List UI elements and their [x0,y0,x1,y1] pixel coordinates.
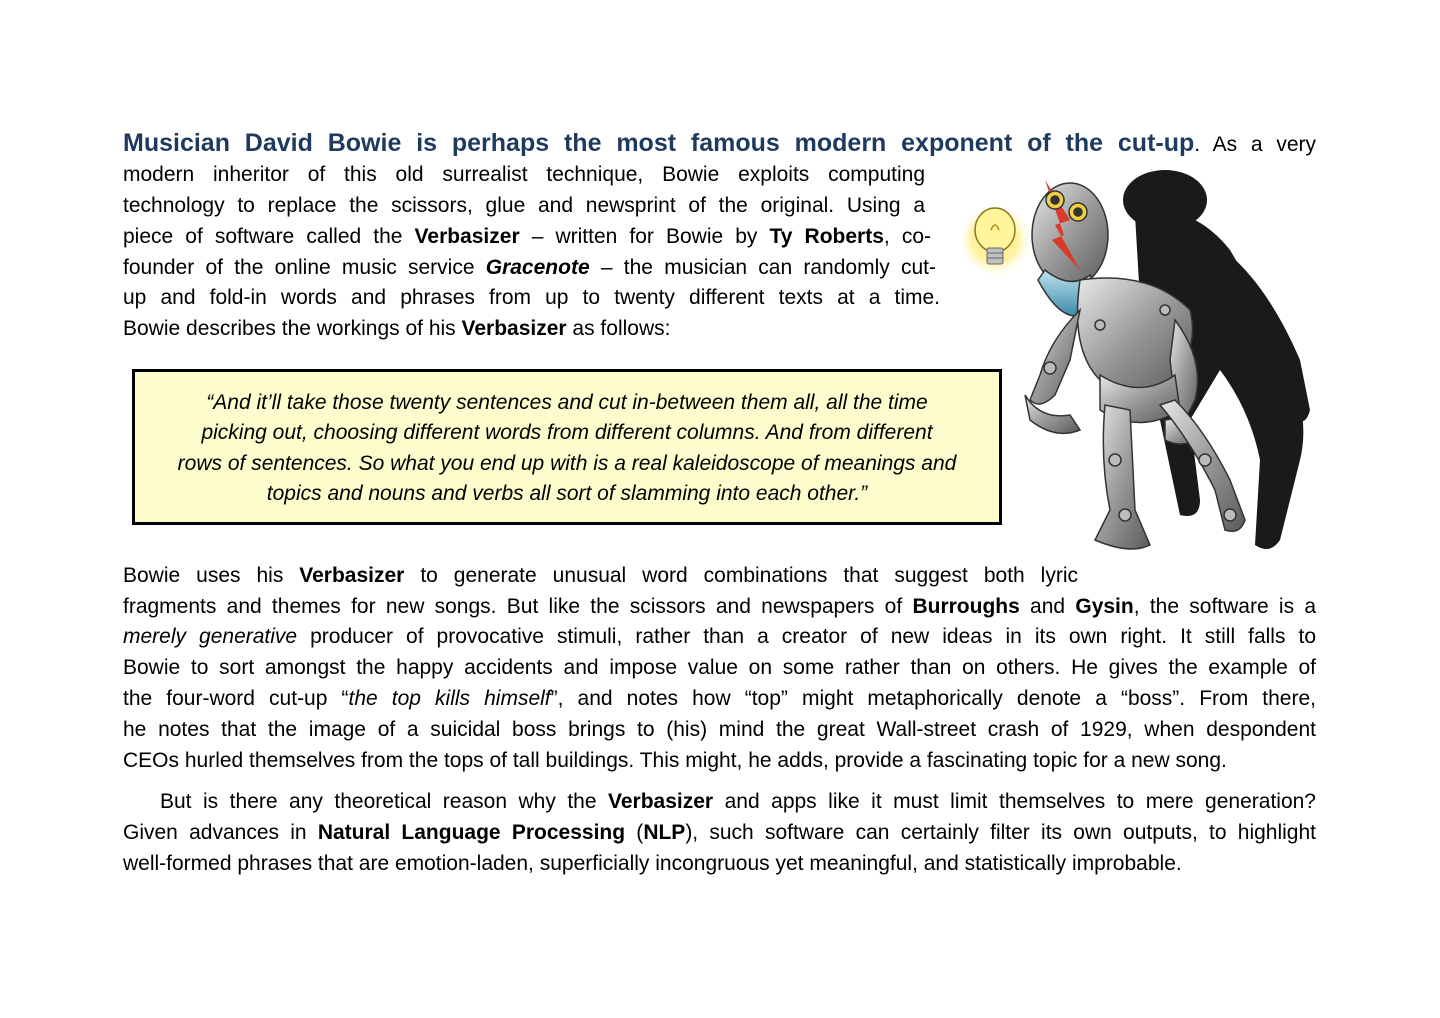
text-span: Given advances in [123,821,318,844]
text-span: ”, and notes how “top” might metaphorically denote a “boss”. From there, [550,687,1316,710]
paragraph-2-line-3 [123,622,1316,652]
paragraph-1-line-6 [123,283,940,313]
text-span: Bowie to sort amongst the happy accidents and impose value on some rather than on others. He gives the example of [123,656,1316,679]
quote-line-4: topics and nouns and verbs all sort of slamming into each other.” [266,482,868,505]
text-span: CEOs hurled themselves from the tops of tall buildings. This might, he adds, provide a fascinating topic for a new song. [123,749,1227,772]
term-burroughs: Burroughs [912,595,1020,618]
text-span: . As a very [1194,133,1316,156]
paragraph-3-line-3 [123,849,1316,879]
text-span: the four-word cut-up “ [123,687,349,710]
paragraph-1-line-3 [123,191,925,221]
text-span: founder of the online music service [123,256,486,279]
paragraph-2-line-5 [123,684,1316,714]
text-span: to generate unusual word combinations that suggest both lyric [404,564,1078,587]
text-span: piece of software called the [123,225,415,248]
text-span: ( [625,821,644,844]
paragraph-1-line-5 [123,253,936,283]
text-span: Bowie describes the workings of his [123,317,462,340]
quote-line-3: rows of sentences. So what you end up with is a real kaleidoscope of meanings and [177,452,957,475]
term-gysin: Gysin [1075,595,1134,618]
term-verbasizer: Verbasizer [608,790,714,813]
text-span: , co- [883,225,931,248]
paragraph-2-line-6 [123,715,1316,745]
text-span: producer of provocative stimuli, rather than a creator of new ideas in its own right. It still falls to [297,625,1316,648]
robot-illustration [960,160,1340,580]
term-cut-up-example: the top kills himself [348,687,551,710]
text-span: up and fold-in words and phrases from up to twenty different texts at a time. [123,286,940,309]
quote-line-1: “And it’ll take those twenty sentences and cut in-between them all, all the time [206,391,928,414]
lead-heading: Musician David Bowie is perhaps the most famous modern exponent of the cut-up [123,129,1195,157]
quote-box [132,369,1002,525]
text-span: he notes that the image of a suicidal boss brings to (his) mind the great Wall-street crash of 1929, when despondent [123,718,1316,741]
text-span: technology to replace the scissors, glue and newsprint of the original. Using a [123,194,925,217]
paragraph-1-line-7 [123,314,940,344]
quote-line-2: picking out, choosing different words from different columns. And from different [201,421,933,444]
text-span: – the musician can randomly cut- [589,256,936,279]
text-span: as follows: [566,317,671,340]
term-verbasizer: Verbasizer [299,564,405,587]
text-span: fragments and themes for new songs. But like the scissors and newspapers of [123,595,913,618]
paragraph-3-line-2 [123,818,1316,848]
paragraph-1-line-1 [123,126,1316,160]
text-span: well-formed phrases that are emotion-laden, superficially incongruous yet meaningful, and statistically improbable. [123,852,1182,875]
text-span: , the software is a [1133,595,1317,618]
term-ty-roberts: Ty Roberts [769,225,884,248]
text-span: and [1019,595,1076,618]
text-span: – written for Bowie by [519,225,770,248]
paragraph-3-line-1 [160,787,1316,817]
paragraph-1-line-4 [123,222,931,252]
paragraph-1-line-2 [123,160,925,190]
text-span: Bowie uses his [123,564,300,587]
paragraph-2-line-1 [123,561,1078,591]
term-merely-generative: merely generative [123,625,298,648]
term-verbasizer: Verbasizer [461,317,567,340]
text-span: But is there any theoretical reason why the [160,790,609,813]
term-verbasizer: Verbasizer [414,225,520,248]
term-nlp: NLP [643,821,686,844]
paragraph-2-line-2 [123,592,1316,622]
paragraph-2-line-4 [123,653,1316,683]
paragraph-2-line-7 [123,746,1316,776]
text-span: modern inheritor of this old surrealist technique, Bowie exploits computing [123,163,925,186]
term-gracenote: Gracenote [485,256,590,279]
text-span: ), such software can certainly filter its own outputs, to highlight [685,821,1317,844]
term-nlp-full: Natural Language Processing [317,821,626,844]
text-span: and apps like it must limit themselves to mere generation? [713,790,1316,813]
